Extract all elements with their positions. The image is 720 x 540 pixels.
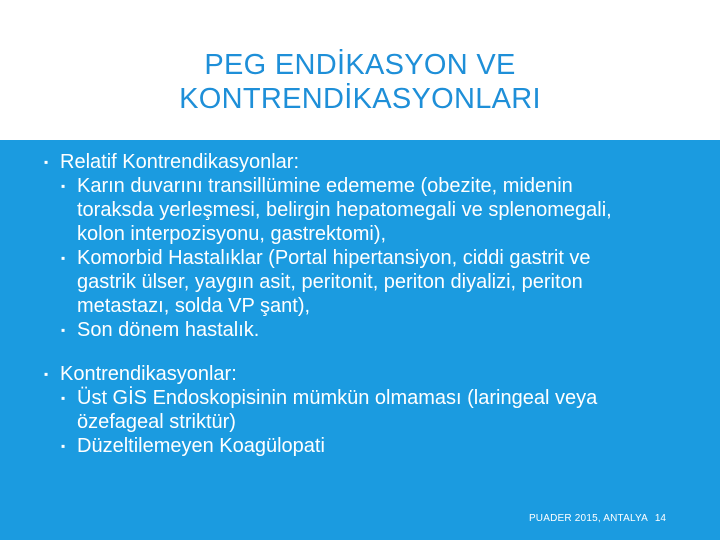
content-area: [0, 140, 720, 540]
section-heading: Kontrendikasyonlar:: [60, 363, 237, 385]
list-item-text: Üst GİS Endoskopisinin mümkün olmaması (laringeal veya özefageal striktür): [77, 387, 598, 433]
section-gap: [40, 342, 640, 362]
bullet-icon: ▪: [61, 179, 66, 193]
slide-title-line-1: PEG ENDİKASYON VE: [204, 49, 516, 81]
bullet-icon: ▪: [61, 391, 66, 405]
bullet-icon: ▪: [44, 155, 49, 169]
list-item: [40, 174, 640, 246]
list-item-contraindications: [40, 362, 640, 386]
bullet-icon: ▪: [61, 439, 66, 453]
list-item: [40, 386, 640, 434]
slide-title-line-2: KONTRENDİKASYONLARI: [179, 83, 541, 115]
list-item-text: Düzeltilemeyen Koagülopati: [77, 435, 325, 457]
list-item-relative-contraindications: [40, 150, 640, 174]
list-item-text: Karın duvarını transillümine edememe (obezite, midenin toraksda yerleşmesi, belirgin hepatomegali ve splenomegali, kolon interpozisyonu, gastrektomi),: [77, 175, 612, 245]
list-item: [40, 246, 640, 318]
list-item: [40, 318, 640, 342]
list-item-text: Komorbid Hastalıklar (Portal hipertansiyon, ciddi gastrit ve gastrik ülser, yaygın asit, peritonit, periton diyalizi, periton metastazı, solda VP şant),: [77, 247, 591, 317]
list-item: [40, 434, 640, 458]
bullet-list: [40, 150, 640, 458]
bullet-icon: ▪: [44, 367, 49, 381]
bullet-icon: ▪: [61, 323, 66, 337]
section-heading: Relatif Kontrendikasyonlar:: [60, 151, 300, 173]
list-item-text: Son dönem hastalık.: [77, 319, 260, 341]
footer-text: PUADER 2015, ANTALYA: [528, 513, 648, 524]
bullet-icon: ▪: [61, 251, 66, 265]
title-area: [0, 0, 720, 140]
page-number: 14: [654, 513, 666, 524]
slide-title: [40, 48, 680, 116]
